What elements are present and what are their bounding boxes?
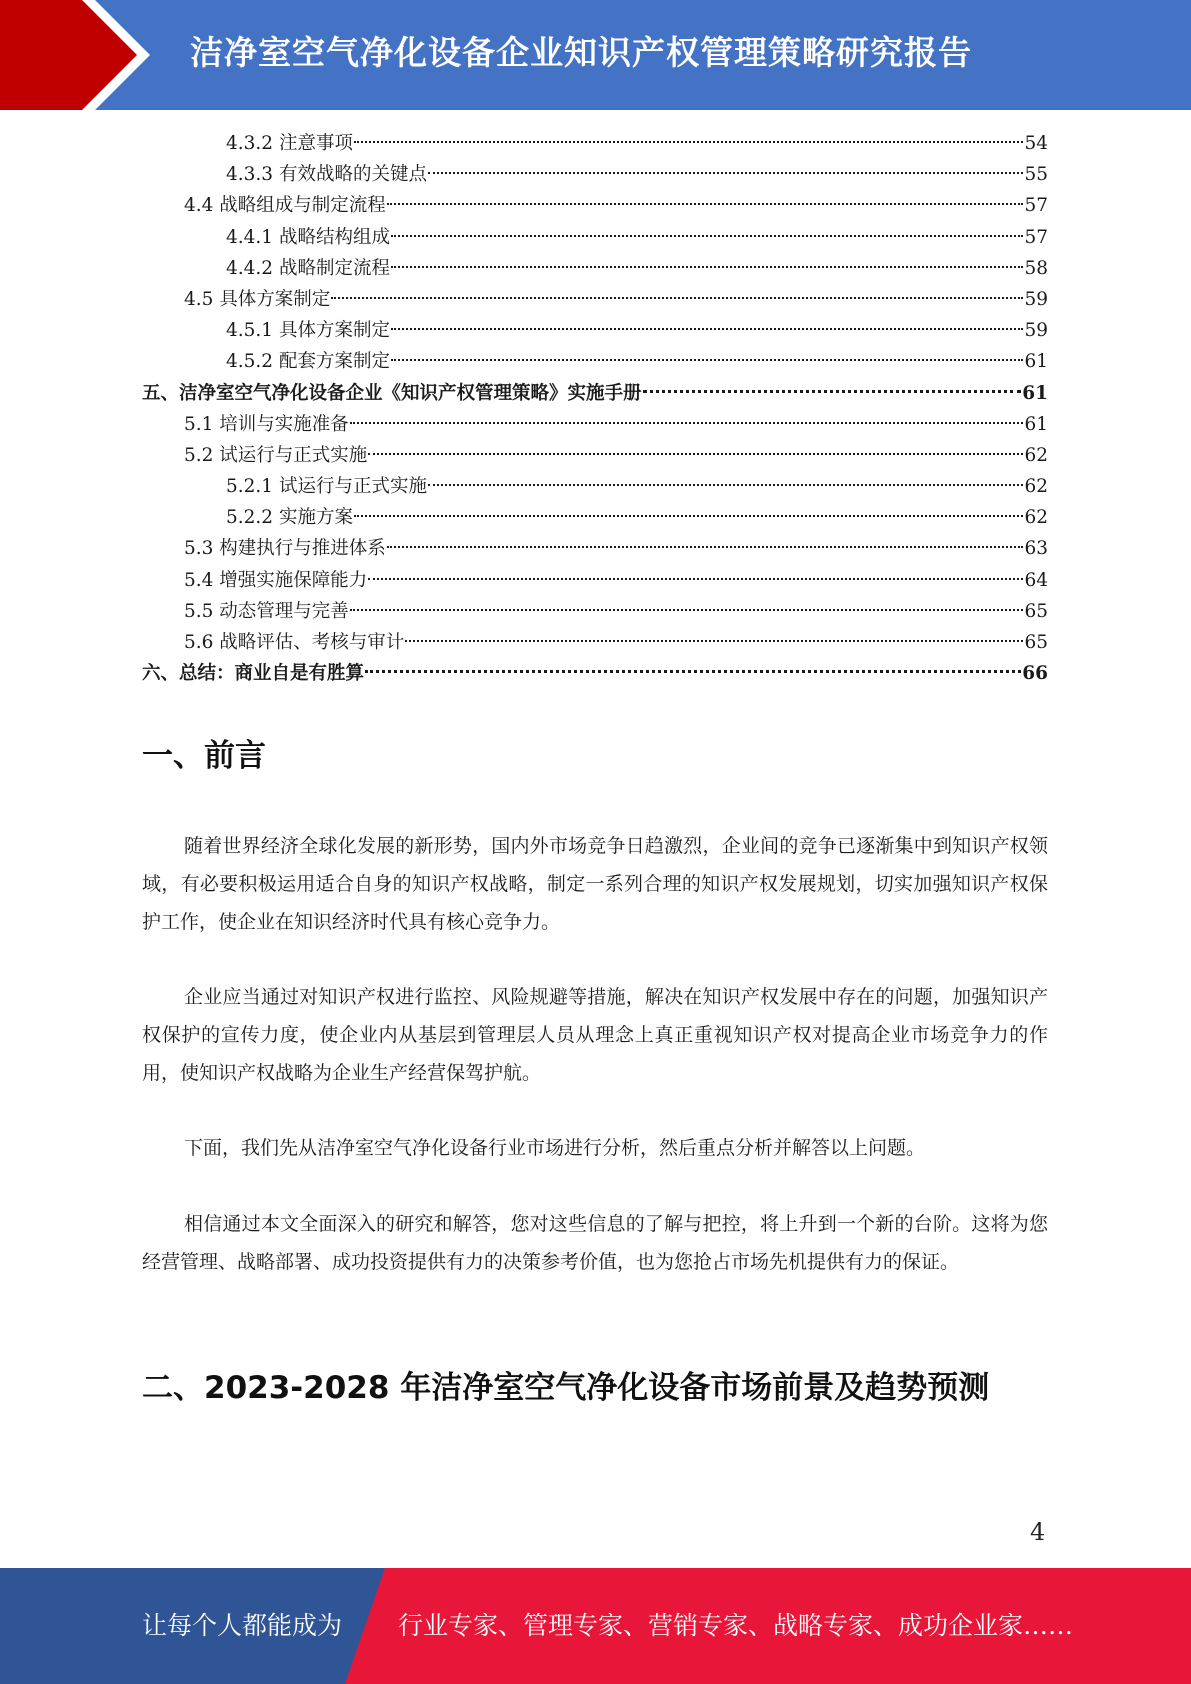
toc-entry[interactable] [142,315,1048,346]
toc-entry[interactable] [142,409,1048,440]
toc-leader-dots [331,296,1023,299]
toc-entry[interactable] [142,658,1048,689]
toc-entry[interactable] [142,253,1048,284]
toc-entry[interactable] [142,222,1048,253]
toc-entry[interactable] [142,128,1048,159]
toc-leader-dots [405,639,1023,642]
toc-entry-page: 64 [1024,569,1048,591]
toc-entry-label: 5.1 培训与实施准备 [184,413,349,435]
toc-entry[interactable] [142,502,1048,533]
toc-entry-page: 57 [1024,195,1048,217]
toc-entry[interactable] [142,346,1048,377]
toc-entry[interactable] [142,533,1048,564]
toc-entry-page: 61 [1024,413,1048,435]
footer-banner [0,1568,1191,1684]
paragraph: 企业应当通过对知识产权进行监控、风险规避等措施，解决在知识产权发展中存在的问题，加强知识产权保护的宣传力度，使企业内从基层到管理层人员从理念上真正重视知识产权对提高企业市场竞争力的作用，使知识产权战略为企业生产经营保驾护航。 [142,986,1048,1084]
section-heading-market-forecast: 二、2023-2028 年洁净室空气净化设备市场前景及趋势预测 [142,1370,990,1406]
toc-leader-dots [428,171,1023,174]
toc-entry-label: 4.4 战略组成与制定流程 [184,195,386,217]
toc-entry-label: 4.5.1 具体方案制定 [226,320,390,342]
toc-entry-label: 五、洁净室空气净化设备企业《知识产权管理策略》实施手册 [142,382,642,404]
toc-entry-label: 5.5 动态管理与完善 [184,600,349,622]
toc-leader-dots [387,545,1024,548]
toc-leader-dots [391,358,1023,361]
toc-leader-dots [350,421,1024,424]
toc-entry-page: 55 [1024,164,1048,186]
toc-entry-page: 66 [1022,663,1048,685]
toc-leader-dots [350,608,1024,611]
toc-entry-label: 4.3.3 有效战略的关键点 [226,164,427,186]
toc-entry-label: 六、总结：商业自是有胜算 [142,663,365,685]
toc-entry-label: 5.2.1 试运行与正式实施 [226,476,427,498]
toc-entry-page: 62 [1024,444,1048,466]
toc-leader-dots [391,327,1023,330]
toc-entry-label: 4.5.2 配套方案制定 [226,351,390,373]
toc-entry-page: 65 [1024,600,1048,622]
toc-entry-page: 59 [1024,320,1048,342]
toc-leader-dots [368,452,1023,455]
toc-entry-label: 4.3.2 注意事项 [226,133,353,154]
table-of-contents [142,128,1048,689]
paragraph: 相信通过本文全面深入的研究和解答，您对这些信息的了解与把控，将上升到一个新的台阶。这将为您经营管理、战略部署、成功投资提供有力的决策参考价值，也为您抢占市场先机提供有力的保证。 [142,1213,1048,1273]
toc-leader-dots [643,389,1022,393]
header-arrow-icon [0,0,160,110]
toc-leader-dots [391,234,1023,237]
toc-entry[interactable] [142,627,1048,658]
toc-entry-page: 54 [1024,133,1048,154]
toc-entry[interactable] [142,596,1048,627]
toc-entry-label: 5.2.2 实施方案 [226,507,353,529]
toc-entry[interactable] [142,284,1048,315]
report-title: 洁净室空气净化设备企业知识产权管理策略研究报告 [190,33,972,72]
toc-entry-page: 59 [1024,288,1048,310]
section-heading-preface: 一、前言 [142,738,266,774]
toc-leader-dots [428,483,1023,486]
toc-leader-dots [387,202,1024,205]
toc-entry[interactable] [142,471,1048,502]
toc-entry-label: 5.2 试运行与正式实施 [184,444,368,466]
toc-leader-dots [365,669,1021,673]
toc-entry-page: 63 [1024,538,1048,560]
toc-entry-page: 61 [1024,351,1048,373]
toc-entry-page: 61 [1022,382,1048,404]
toc-entry-page: 57 [1024,226,1048,248]
page-number: 4 [1030,1518,1046,1546]
toc-entry-label: 4.4.1 战略结构组成 [226,226,390,248]
toc-entry[interactable] [142,190,1048,221]
footer-slogan-left: 让每个人都能成为 [142,1611,343,1640]
toc-leader-dots [368,577,1023,580]
toc-entry[interactable] [142,565,1048,596]
toc-entry-page: 65 [1024,632,1048,653]
toc-leader-dots [391,265,1023,268]
toc-entry[interactable] [142,159,1048,190]
toc-entry[interactable] [142,378,1048,409]
toc-leader-dots [354,140,1024,143]
toc-entry[interactable] [142,440,1048,471]
toc-entry-label: 4.5 具体方案制定 [184,288,331,310]
paragraph: 随着世界经济全球化发展的新形势，国内外市场竞争日趋激烈，企业间的竞争已逐渐集中到知识产权领域，有必要积极运用适合自身的知识产权战略，制定一系列合理的知识产权发展规划，切实加强知识产权保护工作，使企业在知识经济时代具有核心竞争力。 [142,835,1048,933]
header-banner [0,0,1191,110]
toc-entry-label: 5.3 构建执行与推进体系 [184,538,386,560]
footer-slogan-right: 行业专家、管理专家、营销专家、战略专家、成功企业家…… [398,1611,1074,1640]
toc-entry-label: 5.4 增强实施保障能力 [184,569,368,591]
toc-entry-page: 62 [1024,507,1048,529]
toc-leader-dots [354,514,1024,517]
toc-entry-page: 62 [1024,476,1048,498]
toc-entry-page: 58 [1024,257,1048,279]
paragraph: 下面，我们先从洁净室空气净化设备行业市场进行分析，然后重点分析并解答以上问题。 [184,1137,926,1159]
toc-entry-label: 4.4.2 战略制定流程 [226,257,390,279]
toc-entry-label: 5.6 战略评估、考核与审计 [184,632,405,653]
